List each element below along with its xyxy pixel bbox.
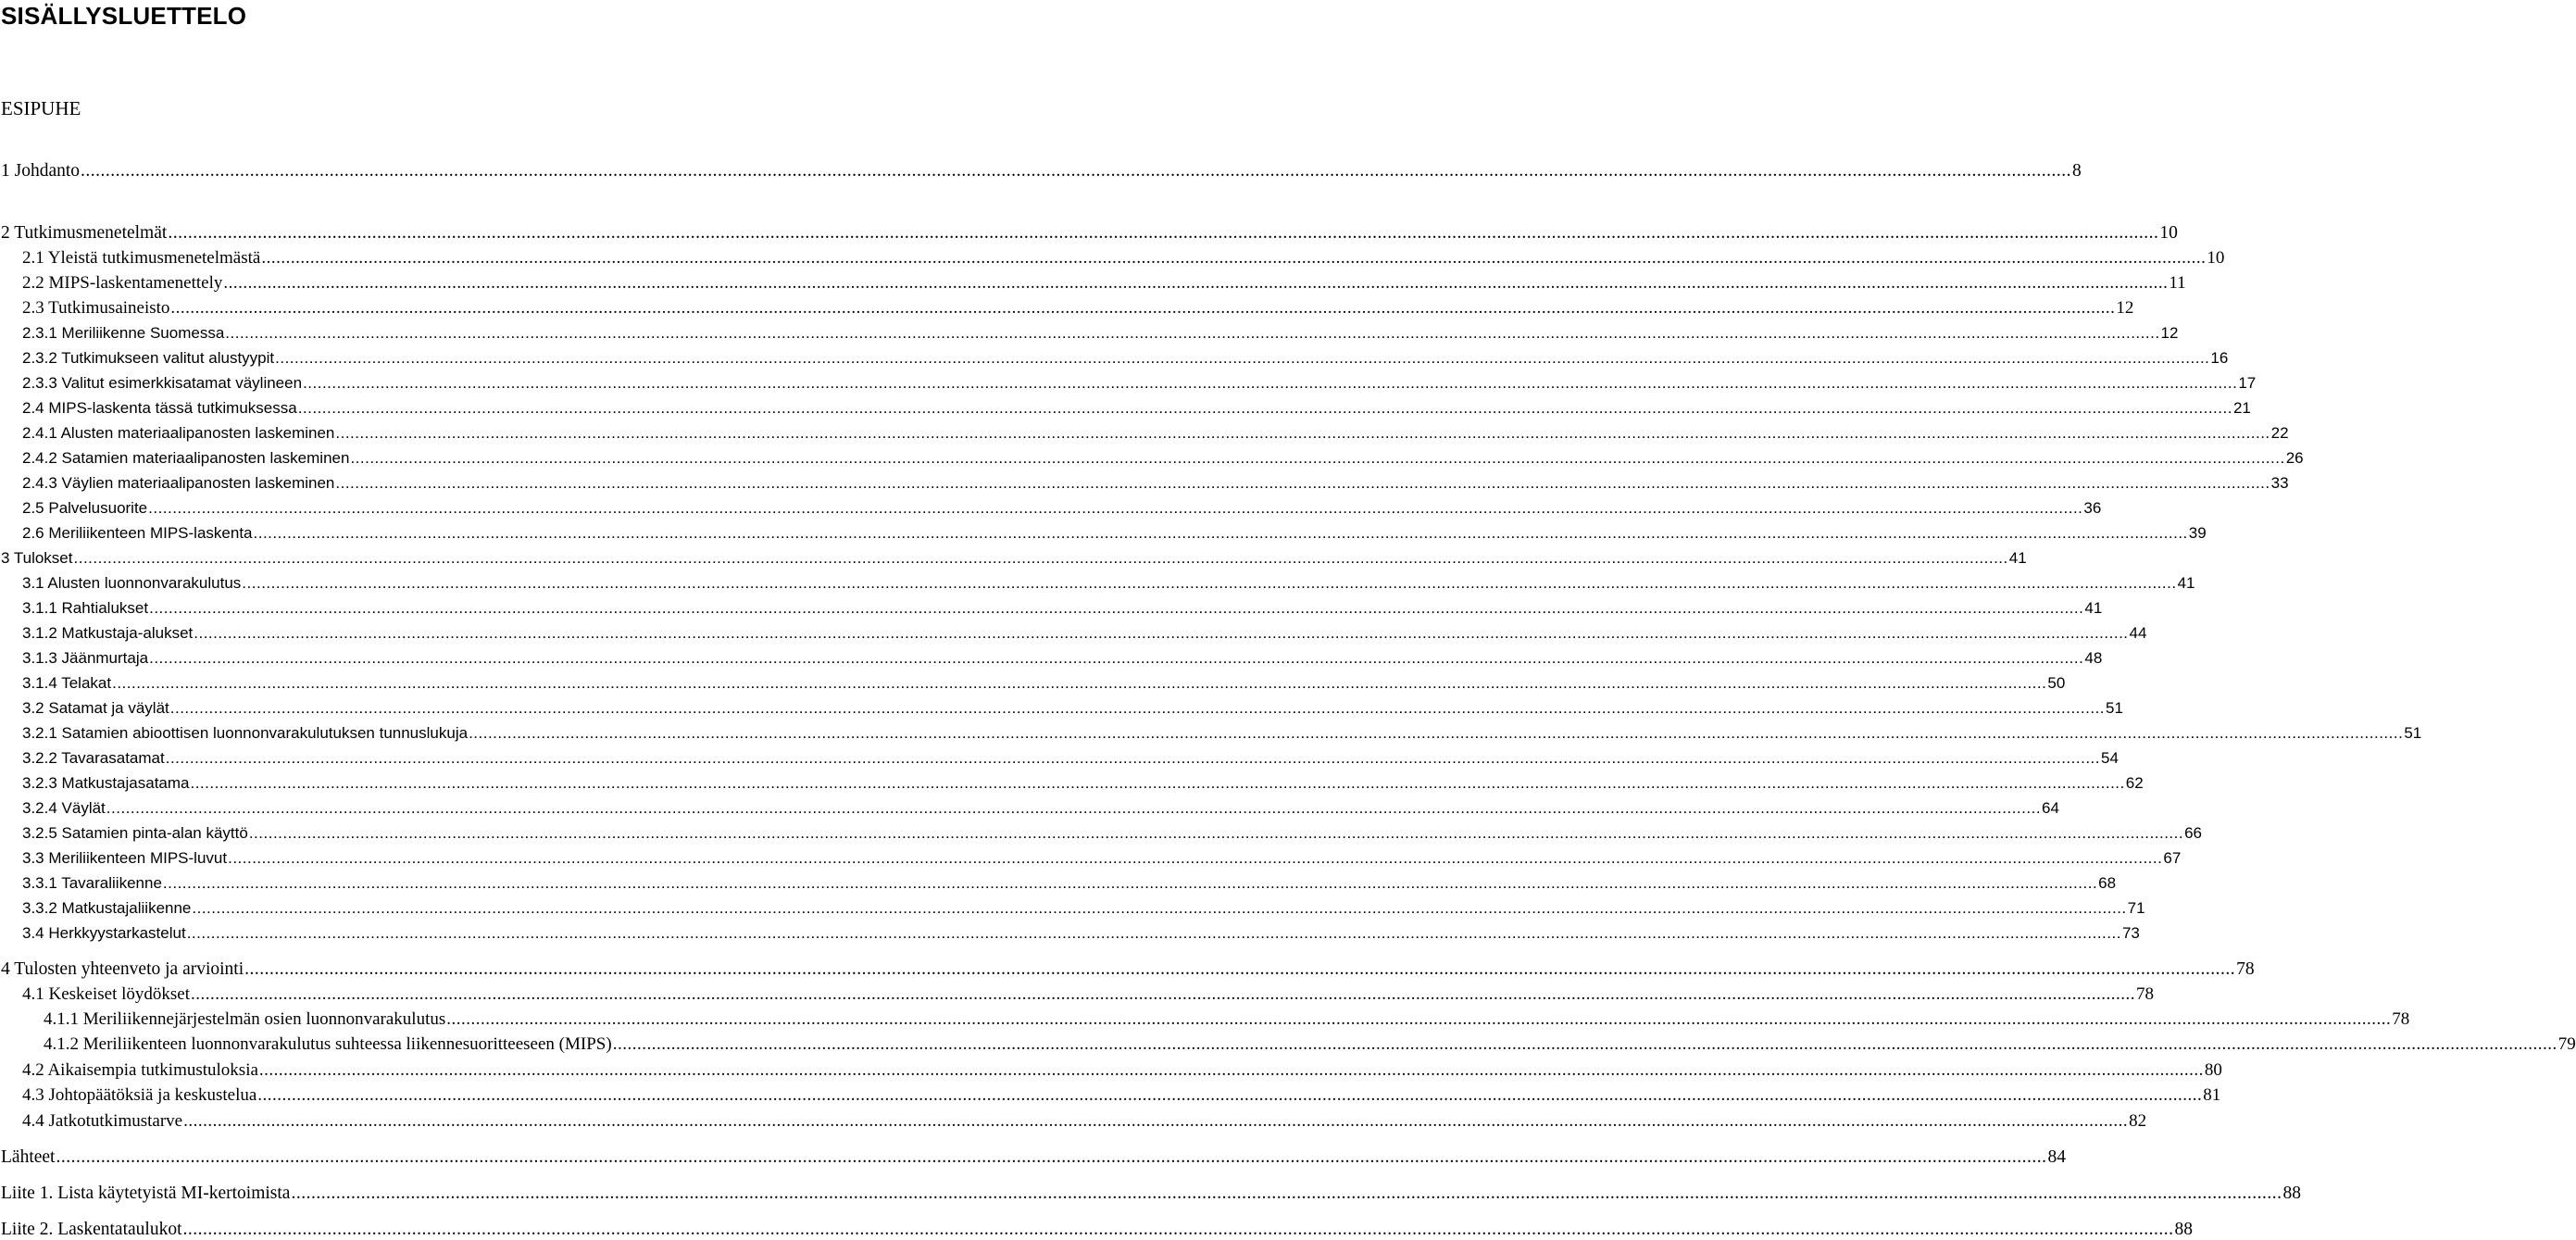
toc-entry-page-number: 41 — [2177, 574, 2195, 592]
toc-entry[interactable] — [22, 421, 2289, 444]
toc-entry-label: 2.4 MIPS-laskenta tässä tutkimuksessa — [22, 399, 297, 417]
toc-entry-label: 3.2 Satamat ja väylät — [22, 699, 169, 717]
toc-leader-dots: ................................................................................................................................................................................................................................................................................................................................................................................................................ — [194, 624, 2129, 642]
toc-entry-page-number: 48 — [2084, 649, 2103, 667]
toc-entry[interactable] — [1, 159, 2082, 182]
toc-entry-label: 2.5 Palvelusuorite — [22, 499, 148, 517]
toc-leader-dots: ................................................................................................................................................................................................................................................................................................................................................................................................................ — [183, 1111, 2129, 1131]
toc-entry-label: 3.1.1 Rahtialukset — [22, 599, 149, 617]
toc-leader-dots: ................................................................................................................................................................................................................................................................................................................................................................................................................ — [168, 223, 2159, 243]
toc-entry[interactable] — [22, 1058, 2222, 1081]
toc-entry[interactable] — [22, 496, 2102, 519]
toc-entry[interactable] — [1, 221, 2178, 244]
toc-entry-page-number: 78 — [2392, 1009, 2410, 1029]
toc-entry-label: 2.2 MIPS-laskentamenettely — [22, 273, 223, 293]
toc-leader-dots: ................................................................................................................................................................................................................................................................................................................................................................................................................ — [106, 799, 2042, 817]
toc-entry-label: 4 Tulosten yhteenveto ja arviointi — [1, 959, 244, 979]
toc-entry-label: 3.2.4 Väylät — [22, 799, 106, 817]
toc-leader-dots: ................................................................................................................................................................................................................................................................................................................................................................................................................ — [223, 273, 2169, 293]
toc-entry-label: 2.3.3 Valitut esimerkkisatamat väylineen — [22, 374, 303, 392]
toc-entry-page-number: 44 — [2129, 624, 2147, 642]
toc-leader-dots: ................................................................................................................................................................................................................................................................................................................................................................................................................ — [81, 161, 2072, 181]
toc-entry-page-number: 79 — [2557, 1034, 2576, 1054]
toc-entry-label: 3.3.1 Tavaraliikenne — [22, 874, 162, 892]
toc-leader-dots: ................................................................................................................................................................................................................................................................................................................................................................................................................ — [335, 424, 2270, 442]
toc-leader-dots: ................................................................................................................................................................................................................................................................................................................................................................................................................ — [182, 1220, 2174, 1239]
toc-entry-label: 2.3 Tutkimusaineisto — [22, 298, 170, 318]
toc-leader-dots: ................................................................................................................................................................................................................................................................................................................................................................................................................ — [165, 749, 2100, 767]
toc-entry[interactable] — [22, 246, 2225, 269]
toc-entry-page-number: 81 — [2203, 1085, 2221, 1105]
toc-entry-label: 3.1.3 Jäänmurtaja — [22, 649, 149, 667]
toc-leader-dots: ................................................................................................................................................................................................................................................................................................................................................................................................................ — [291, 1184, 2282, 1203]
toc-entry-page-number: 26 — [2285, 449, 2304, 467]
toc-entry-label: Liite 1. Lista käytetyistä MI-kertoimista — [1, 1184, 291, 1203]
toc-entry-label: 3.2.2 Tavarasatamat — [22, 749, 165, 767]
toc-leader-dots: ................................................................................................................................................................................................................................................................................................................................................................................................................ — [228, 849, 2163, 867]
toc-entry-label: Liite 2. Laskentataulukot — [1, 1220, 182, 1239]
toc-entry-page-number: 22 — [2270, 424, 2289, 442]
toc-entry-page-number: 16 — [2210, 349, 2229, 367]
toc-leader-dots: ................................................................................................................................................................................................................................................................................................................................................................................................................ — [149, 649, 2084, 667]
toc-entry-label: 2.1 Yleistä tutkimusmenetelmästä — [22, 248, 261, 268]
toc-entry[interactable] — [22, 396, 2251, 419]
toc-leader-dots: ................................................................................................................................................................................................................................................................................................................................................................................................................ — [335, 474, 2270, 492]
toc-entry[interactable] — [44, 1008, 2410, 1030]
toc-entry-page-number: 12 — [2160, 324, 2179, 342]
toc-entry[interactable] — [1, 546, 2027, 569]
toc-entry-page-number: 67 — [2163, 849, 2182, 867]
toc-entry-page-number: 80 — [2204, 1060, 2222, 1080]
toc-entry-label: 2.3.1 Meriliikenne Suomessa — [22, 324, 225, 342]
toc-entry-page-number: 71 — [2127, 899, 2145, 917]
toc-leader-dots: ................................................................................................................................................................................................................................................................................................................................................................................................................ — [169, 699, 2106, 717]
toc-entry[interactable] — [1, 1146, 2066, 1168]
toc-entry[interactable] — [22, 696, 2123, 719]
toc-entry-page-number: 8 — [2072, 161, 2082, 181]
toc-entry-page-number: 73 — [2121, 924, 2140, 942]
toc-leader-dots: ................................................................................................................................................................................................................................................................................................................................................................................................................ — [258, 1060, 2204, 1080]
toc-entry-label: 3.1.2 Matkustaja-alukset — [22, 624, 194, 642]
toc-entry-page-number: 41 — [2008, 549, 2027, 567]
toc-leader-dots: ................................................................................................................................................................................................................................................................................................................................................................................................................ — [73, 549, 2008, 567]
toc-entry[interactable] — [22, 621, 2147, 644]
toc-leader-dots: ................................................................................................................................................................................................................................................................................................................................................................................................................ — [56, 1147, 2047, 1167]
toc-entry-page-number: 78 — [2236, 959, 2255, 979]
toc-entry-page-number: 12 — [2116, 298, 2134, 318]
toc-entry[interactable] — [22, 471, 2289, 494]
toc-entry[interactable] — [22, 571, 2195, 594]
toc-entry[interactable] — [22, 771, 2144, 794]
toc-entry[interactable] — [22, 821, 2203, 844]
toc-entry-page-number: 11 — [2169, 273, 2186, 293]
toc-entry[interactable] — [22, 596, 2103, 619]
toc-entry-page-number: 88 — [2282, 1184, 2301, 1203]
toc-entry-page-number: 54 — [2101, 749, 2119, 767]
toc-entry-page-number: 84 — [2047, 1147, 2066, 1167]
toc-entry[interactable] — [22, 721, 2422, 744]
toc-leader-dots: ................................................................................................................................................................................................................................................................................................................................................................................................................ — [149, 599, 2084, 617]
toc-entry-page-number: 82 — [2129, 1111, 2147, 1131]
toc-leader-dots: ................................................................................................................................................................................................................................................................................................................................................................................................................ — [190, 774, 2125, 792]
preface-heading: ESIPUHE — [1, 97, 81, 119]
toc-entry-label: 3.2.1 Satamien abioottisen luonnonvarakulutuksen tunnuslukuja — [22, 724, 469, 742]
toc-entry-page-number: 64 — [2042, 799, 2059, 817]
toc-entry[interactable] — [22, 446, 2304, 469]
toc-leader-dots: ................................................................................................................................................................................................................................................................................................................................................................................................................ — [170, 298, 2116, 318]
toc-entry-label: 3.2.5 Satamien pinta-alan käyttö — [22, 824, 248, 842]
toc-entry-label: 3.1.4 Telakat — [22, 674, 112, 692]
toc-leader-dots: ................................................................................................................................................................................................................................................................................................................................................................................................................ — [148, 499, 2083, 517]
toc-entry[interactable] — [1, 1182, 2301, 1204]
toc-entry[interactable] — [22, 346, 2229, 369]
toc-entry[interactable] — [22, 271, 2186, 294]
toc-entry-label: 3.2.3 Matkustajasatama — [22, 774, 190, 792]
toc-entry-label: 4.1 Keskeiset löydökset — [22, 984, 191, 1004]
toc-entry[interactable] — [22, 871, 2117, 894]
toc-leader-dots: ................................................................................................................................................................................................................................................................................................................................................................................................................ — [244, 959, 2236, 979]
toc-entry-label: 2.4.2 Satamien materiaalipanosten laskeminen — [22, 449, 350, 467]
toc-entry-page-number: 50 — [2047, 674, 2066, 692]
toc-entry[interactable] — [44, 1033, 2576, 1055]
toc-entry-page-number: 88 — [2174, 1220, 2193, 1239]
toc-leader-dots: ................................................................................................................................................................................................................................................................................................................................................................................................................ — [446, 1009, 2392, 1029]
toc-entry-label: 3.3 Meriliikenteen MIPS-luvut — [22, 849, 228, 867]
toc-entry-page-number: 33 — [2270, 474, 2289, 492]
toc-entry[interactable] — [22, 796, 2059, 819]
toc-entry-page-number: 36 — [2083, 499, 2102, 517]
toc-leader-dots: ................................................................................................................................................................................................................................................................................................................................................................................................................ — [350, 449, 2285, 467]
toc-entry[interactable] — [1, 958, 2255, 980]
toc-entry-label: 3.1 Alusten luonnonvarakulutus — [22, 574, 242, 592]
toc-entry-label: 1 Johdanto — [1, 161, 81, 181]
toc-entry[interactable] — [22, 921, 2140, 944]
toc-leader-dots: ................................................................................................................................................................................................................................................................................................................................................................................................................ — [261, 248, 2207, 268]
toc-leader-dots: ................................................................................................................................................................................................................................................................................................................................................................................................................ — [225, 324, 2160, 342]
toc-entry[interactable] — [22, 846, 2182, 869]
toc-leader-dots: ................................................................................................................................................................................................................................................................................................................................................................................................................ — [191, 984, 2136, 1004]
toc-entry-page-number: 68 — [2098, 874, 2117, 892]
toc-leader-dots: ................................................................................................................................................................................................................................................................................................................................................................................................................ — [242, 574, 2177, 592]
toc-entry[interactable] — [22, 321, 2179, 344]
toc-entry-page-number: 10 — [2207, 248, 2225, 268]
toc-entry-label: 4.4 Jatkotutkimustarve — [22, 1111, 183, 1131]
toc-leader-dots: ................................................................................................................................................................................................................................................................................................................................................................................................................ — [192, 899, 2127, 917]
toc-entry[interactable] — [22, 896, 2145, 919]
toc-entry[interactable] — [22, 371, 2257, 394]
toc-entry-label: 2.3.2 Tutkimukseen valitut alustyypit — [22, 349, 275, 367]
toc-entry-label: 4.3 Johtopäätöksiä ja keskustelua — [22, 1085, 257, 1105]
toc-leader-dots: ................................................................................................................................................................................................................................................................................................................................................................................................................ — [612, 1034, 2557, 1054]
toc-entry-page-number: 62 — [2125, 774, 2144, 792]
toc-entry[interactable] — [1, 1218, 2193, 1240]
toc-entry[interactable] — [22, 646, 2103, 669]
toc-leader-dots: ................................................................................................................................................................................................................................................................................................................................................................................................................ — [275, 349, 2210, 367]
toc-entry[interactable] — [22, 296, 2134, 319]
toc-entry-label: 3.3.2 Matkustajaliikenne — [22, 899, 192, 917]
toc-entry[interactable] — [22, 746, 2119, 769]
toc-entry-page-number: 51 — [2404, 724, 2422, 742]
toc-entry-label: 2 Tutkimusmenetelmät — [1, 223, 168, 243]
toc-leader-dots: ................................................................................................................................................................................................................................................................................................................................................................................................................ — [162, 874, 2098, 892]
toc-entry-page-number: 41 — [2084, 599, 2103, 617]
toc-entry[interactable] — [22, 1083, 2221, 1106]
toc-entry-label: 2.4.1 Alusten materiaalipanosten laskeminen — [22, 424, 335, 442]
toc-leader-dots: ................................................................................................................................................................................................................................................................................................................................................................................................................ — [469, 724, 2404, 742]
toc-entry-page-number: 17 — [2238, 374, 2257, 392]
toc-entry-label: Lähteet — [1, 1147, 56, 1167]
toc-entry-label: 3.4 Herkkyystarkastelut — [22, 924, 186, 942]
toc-entry-page-number: 10 — [2159, 223, 2178, 243]
toc-entry-page-number: 66 — [2184, 824, 2203, 842]
toc-entry-page-number: 21 — [2232, 399, 2251, 417]
toc-leader-dots: ................................................................................................................................................................................................................................................................................................................................................................................................................ — [303, 374, 2238, 392]
toc-leader-dots: ................................................................................................................................................................................................................................................................................................................................................................................................................ — [257, 1085, 2203, 1105]
toc-entry[interactable] — [22, 671, 2066, 694]
toc-entry-label: 4.2 Aikaisempia tutkimustuloksia — [22, 1060, 258, 1080]
toc-entry-page-number: 78 — [2136, 984, 2155, 1004]
toc-entry[interactable] — [22, 521, 2207, 544]
toc-entry-page-number: 51 — [2106, 699, 2123, 717]
toc-entry-label: 4.1.1 Meriliikennejärjestelmän osien luonnonvarakulutus — [44, 1009, 446, 1029]
toc-leader-dots: ................................................................................................................................................................................................................................................................................................................................................................................................................ — [248, 824, 2184, 842]
toc-entry-label: 3 Tulokset — [1, 549, 73, 567]
toc-leader-dots: ................................................................................................................................................................................................................................................................................................................................................................................................................ — [112, 674, 2047, 692]
toc-entry[interactable] — [22, 1109, 2147, 1132]
toc-leader-dots: ................................................................................................................................................................................................................................................................................................................................................................................................................ — [253, 524, 2188, 542]
toc-entry-label: 4.1.2 Meriliikenteen luonnonvarakulutus suhteessa liikennesuoritteeseen (MIPS) — [44, 1034, 612, 1054]
toc-entry[interactable] — [22, 983, 2155, 1005]
page-title: SISÄLLYSLUETTELO — [1, 2, 247, 30]
toc-entry-label: 2.6 Meriliikenteen MIPS-laskenta — [22, 524, 253, 542]
toc-leader-dots: ................................................................................................................................................................................................................................................................................................................................................................................................................ — [186, 924, 2121, 942]
toc-entry-label: 2.4.3 Väylien materiaalipanosten laskeminen — [22, 474, 335, 492]
toc-entry-page-number: 39 — [2188, 524, 2207, 542]
toc-leader-dots: ................................................................................................................................................................................................................................................................................................................................................................................................................ — [297, 399, 2232, 417]
